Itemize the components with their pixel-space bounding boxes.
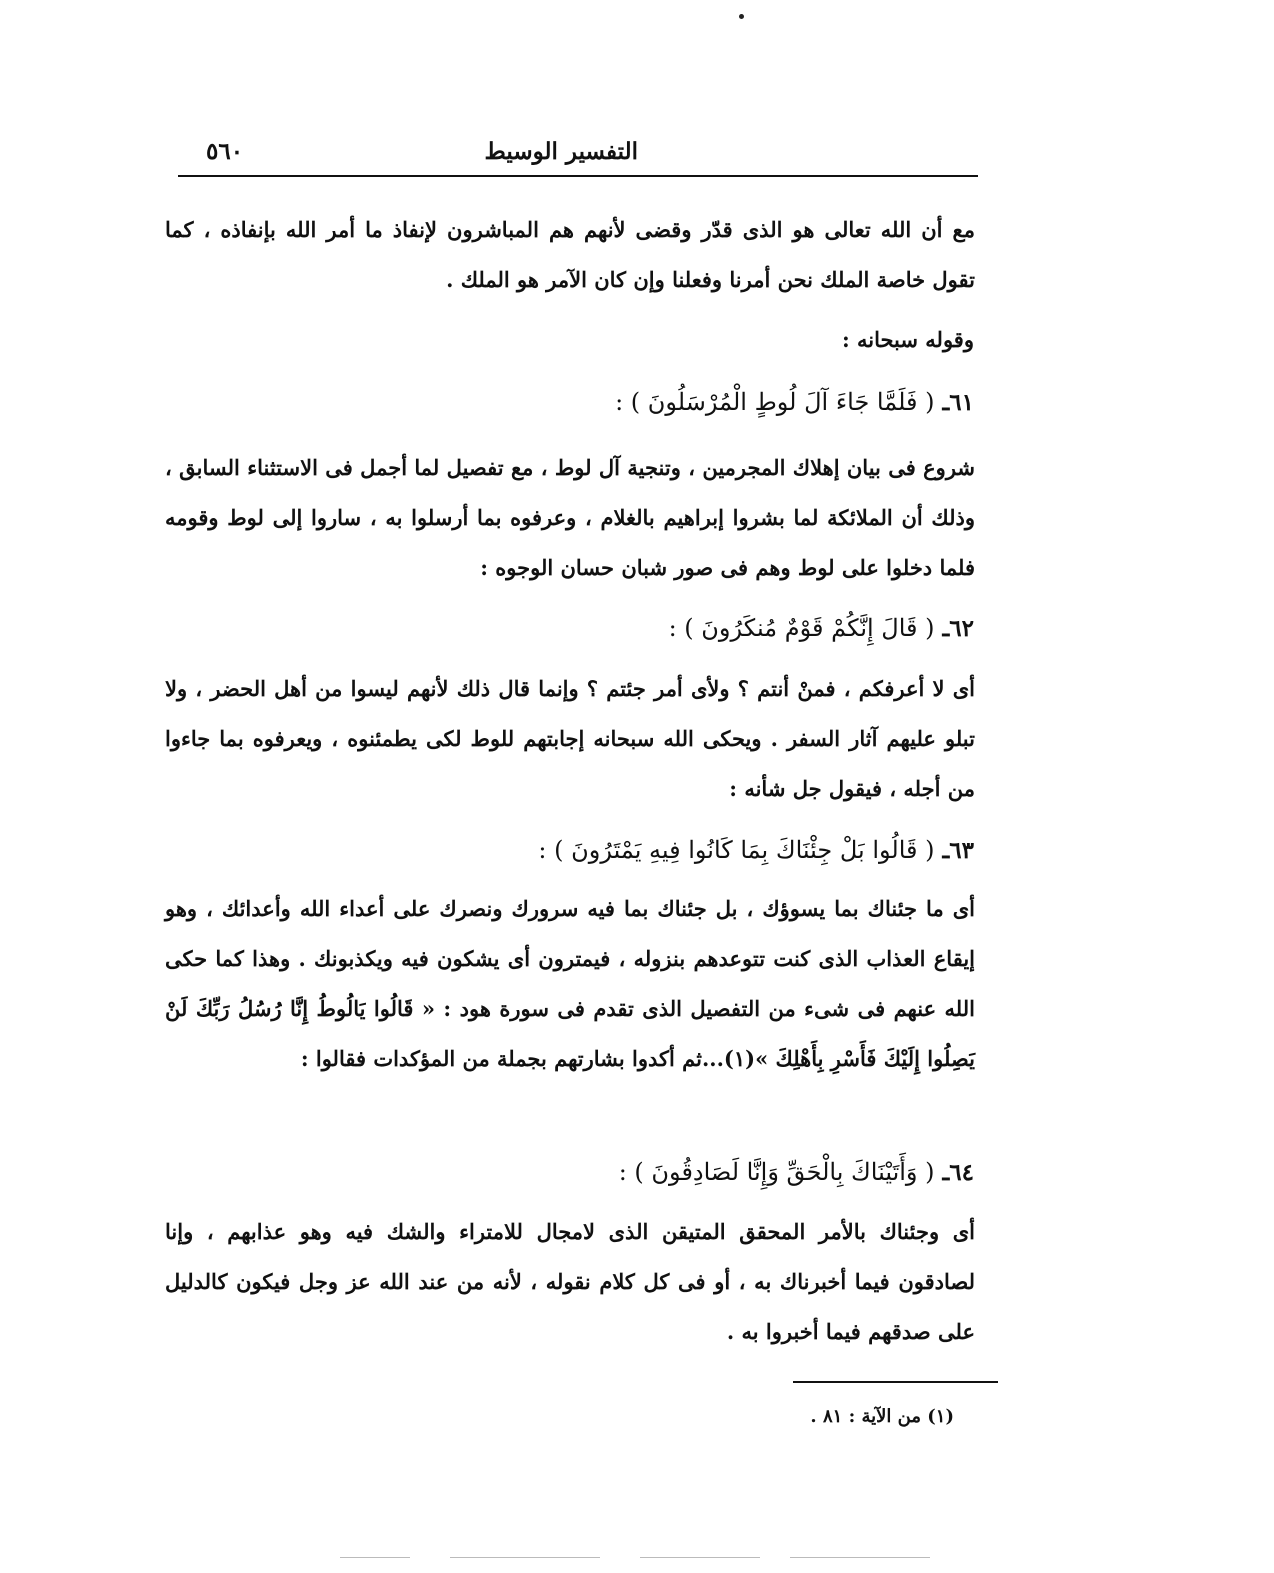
verse-text: ( قَالَ إِنَّكُمْ قَوْمٌ مُنكَرُونَ ) : <box>668 614 935 642</box>
header-rule <box>178 175 978 177</box>
verse-text: ( قَالُوا بَلْ جِئْنَاكَ بِمَا كَانُوا فِيهِ يَمْتَرُونَ ) : <box>538 836 935 864</box>
footnote: (١) من الآية : ٨١ . <box>810 1406 954 1427</box>
running-title: التفسير الوسيط <box>484 138 638 165</box>
page-header <box>178 138 978 170</box>
paragraph-1: مع أن الله تعالى هو الذى قدّر وقضى لأنهم هم المباشرون لإنفاذ ما أمر الله بإنفاذه ، كما تقول خاصة الملك نحن أمرنا وفعلنا وإن كان الآمر هو الملك . <box>165 217 975 292</box>
verse-number: ٦٢ـ <box>942 615 974 642</box>
verse-text: ( فَلَمَّا جَاءَ آلَ لُوطٍ الْمُرْسَلُونَ ) : <box>615 388 935 416</box>
paragraph-3: أى لا أعرفكم ، فمنْ أنتم ؟ ولأى أمر جئتم ؟ وإنما قال ذلك لأنهم ليسوا من أهل الحضر ، ولا تبلو عليهم آثار السفر . ويحكى الله سبحانه إجابتهم للوط لكى يطمئنوه ، ويعرفوه بما جاءوا من أجله ، فيقول جل شأنه : <box>165 676 975 801</box>
verse-number: ٦٣ـ <box>942 837 974 864</box>
page-number: ٥٦٠ <box>206 138 244 165</box>
bottom-edge-lines <box>340 1557 940 1559</box>
verse-61 <box>615 388 974 416</box>
paragraph-2: شروع فى بيان إهلاك المجرمين ، وتنجية آل لوط ، مع تفصيل لما أجمل فى الاستثناء السابق ، وذلك أن الملائكة لما بشروا إبراهيم بالغلام ، وعرفوه بما أرسلوا به ، ساروا إلى لوط وقومه فلما دخلوا على لوط وهم فى صور شبان حسان الوجوه : <box>165 455 975 580</box>
verse-number: ٦١ـ <box>942 389 974 416</box>
verse-64 <box>619 1158 974 1186</box>
scan-speck <box>739 14 744 19</box>
intro-line: وقوله سبحانه : <box>841 327 974 352</box>
verse-62 <box>669 614 974 642</box>
verse-63 <box>538 836 974 864</box>
paragraph-5: أى وجئناك بالأمر المحقق المتيقن الذى لامجال للامتراء والشك فيه وهو عذابهم ، وإنا لصادقون فيما أخبرناك به ، أو فى كل كلام نقوله ، لأنه من عند الله عز وجل فيكون كالدليل على صدقهم فيما أخبروا به . <box>165 1219 975 1344</box>
verse-number: ٦٤ـ <box>942 1159 974 1186</box>
paragraph-4: أى ما جئناك بما يسوؤك ، بل جئناك بما فيه سرورك ونصرك على أعداء الله وأعدائك ، وهو إيقاع العذاب الذى كنت تتوعدهم بنزوله ، فيمترون أى يشكون فيه ويكذبونك . وهذا كما حكى الله عنهم فى شىء من التفصيل الذى تقدم فى سورة هود : « قَالُوا يَالُوطُ إِنَّا رُسُلُ رَبِّكَ لَنْ يَصِلُوا إِلَيْكَ فَأَسْرِ بِأَهْلِكَ »(١)...ثم أكدوا بشارتهم بجملة من المؤكدات فقالوا : <box>165 896 975 1071</box>
verse-text: ( وَأَتَيْنَاكَ بِالْحَقِّ وَإِنَّا لَصَادِقُونَ ) : <box>618 1158 935 1186</box>
footnote-rule <box>793 1381 998 1383</box>
